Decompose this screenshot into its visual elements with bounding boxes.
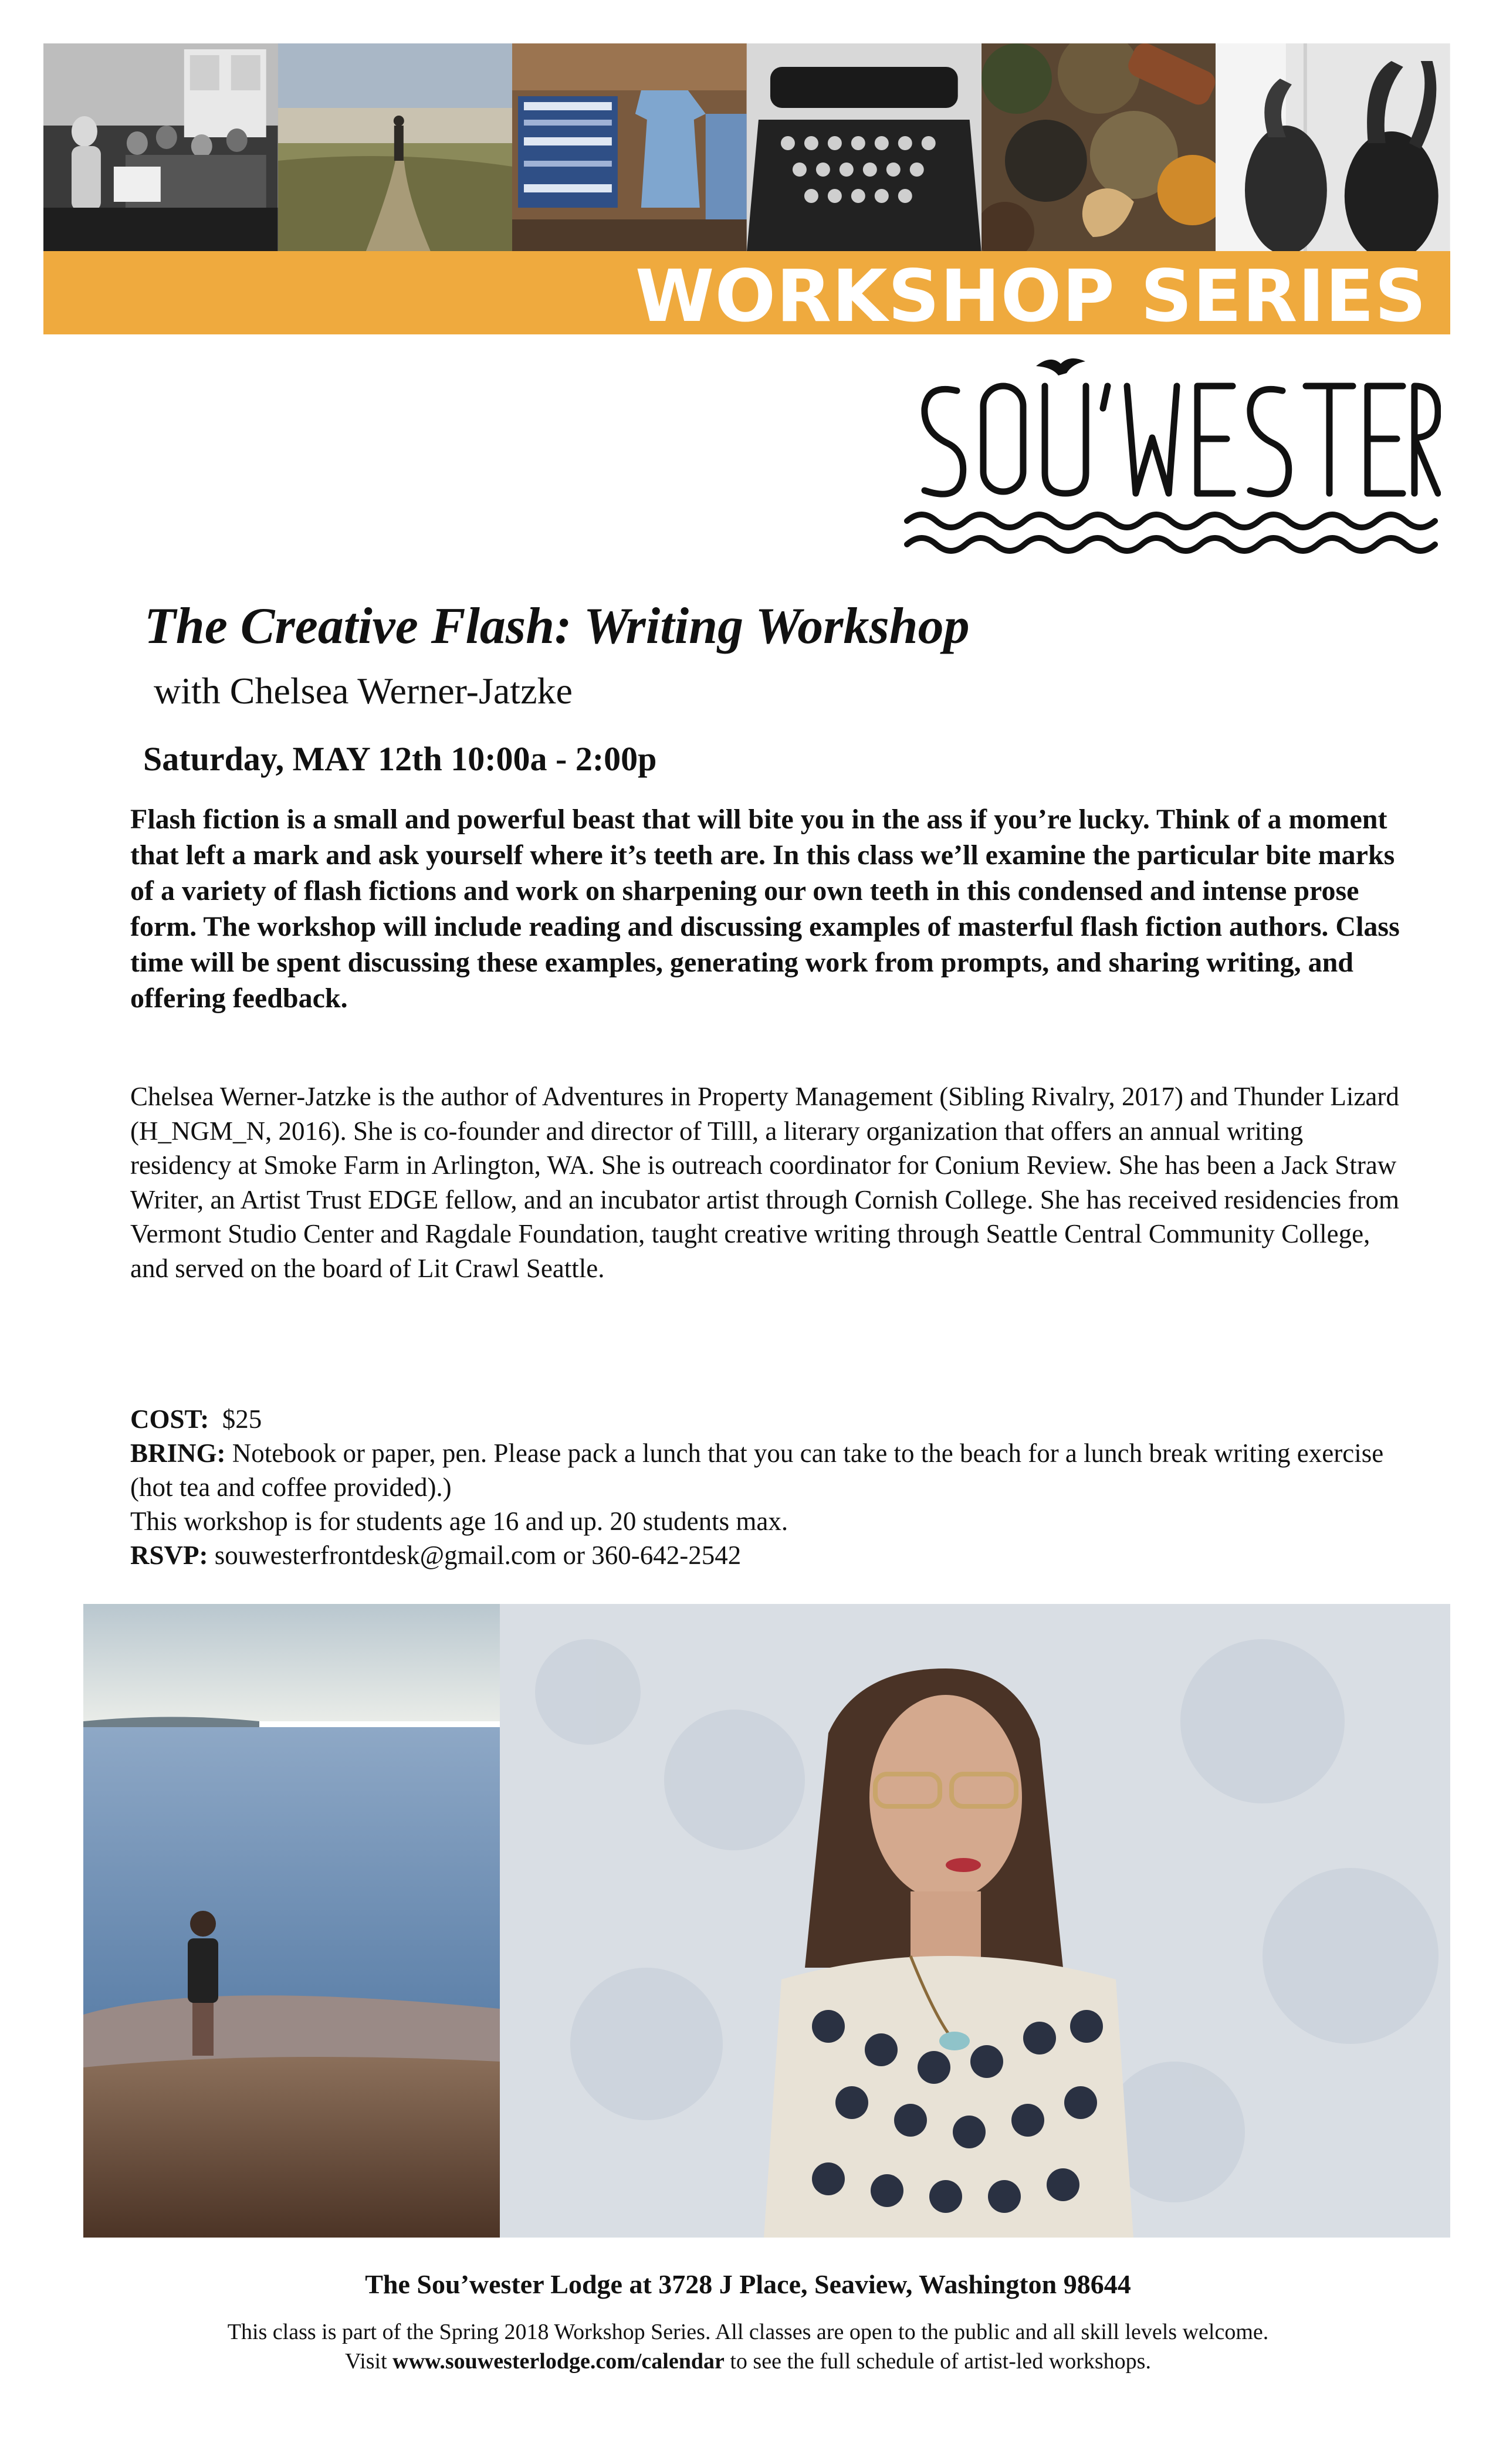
visit-text: Visit — [345, 2349, 387, 2374]
event-title: The Creative Flash: Writing Workshop — [144, 598, 970, 655]
workshop-description: Flash fiction is a small and powerful beast that will bite you in the ass if you’re lucky. Think of a moment that left a mark and ask yourself where it’s teeth are. In this class we’ll examine the particular bite marks of a variety of flash fictions and work on sharpening our own teeth in this condensed and intense prose form. The workshop will include reading and discussing examples of masterful flash fiction authors. Class time will be spent discussing these examples, generating work from prompts, and sharing writing, and offering feedback. — [130, 804, 1400, 1014]
age-note: This workshop is for students age 16 and up. 20 students max. — [130, 1507, 788, 1536]
seagull-icon — [1036, 358, 1085, 375]
workshop-series-title: WORKSHOP SERIES — [635, 255, 1427, 338]
bring-value: Notebook or paper, pen. Please pack a lunch that you can take to the beach for a lunch break writing exercise (hot tea and coffee provided).) — [130, 1439, 1384, 1502]
souwester-logo — [901, 350, 1441, 561]
visit-rest: to see the full schedule of artist-led workshops. — [730, 2349, 1151, 2374]
strip-photo-indigo-textiles — [512, 43, 747, 251]
visit-line — [0, 2347, 1496, 2376]
cost-value: $25 — [222, 1404, 262, 1434]
event-date: Saturday, MAY 12th 10:00a - 2:00p — [143, 740, 657, 778]
cost-label: COST: — [130, 1404, 209, 1434]
strip-photo-typewriter — [747, 43, 981, 251]
rsvp-line — [130, 1538, 1409, 1572]
strip-photo-spices — [981, 43, 1216, 251]
workshop-series-band — [43, 251, 1450, 338]
logo-wordmark — [925, 386, 1438, 494]
rsvp-label: RSVP: — [130, 1541, 208, 1570]
strip-photo-coast-hike — [278, 43, 513, 251]
rsvp-value: souwesterfrontdesk@gmail.com or 360-642-2542 — [214, 1541, 742, 1570]
series-note: This class is part of the Spring 2018 Workshop Series. All classes are open to the public and all skill levels welcome. — [227, 2320, 1269, 2344]
instructor-bio: Chelsea Werner-Jatzke is the author of Adventures in Property Management (Sibling Rivalry, 2017) and Thunder Lizard (H_NGM_N, 2016). She is co-founder and director of Tilll, a literary organization that offers an annual writing residency at Smoke Farm in Arlington, WA. She is outreach coordinator for Conium Review. She has been a Jack Straw Writer, an Artist Trust EDGE fellow, and an incubator artist through Cornish College. She has received residencies from Vermont Studio Center and Ragdale Foundation, taught creative writing through Seattle Central Community College, and served on the board of Lit Crawl Seattle. — [130, 1082, 1399, 1283]
cost-line — [130, 1402, 1409, 1436]
bring-line — [130, 1436, 1409, 1504]
beach-photo — [83, 1604, 500, 2238]
wave-lines-icon — [907, 515, 1435, 551]
event-host: with Chelsea Werner-Jatzke — [154, 670, 573, 712]
footer-note — [0, 2317, 1496, 2376]
calendar-link[interactable]: www.souwesterlodge.com/calendar — [392, 2349, 725, 2374]
bring-label: BRING: — [130, 1439, 226, 1468]
instructor-portrait — [500, 1604, 1450, 2238]
strip-photo-life-drawing — [43, 43, 278, 251]
banner-photo-strip — [43, 43, 1450, 251]
strip-photo-hand-shapes — [1216, 43, 1450, 251]
photo-row — [83, 1604, 1450, 2238]
workshop-details — [130, 1402, 1409, 1572]
lodge-address: The Sou’wester Lodge at 3728 J Place, Seaview, Washington 98644 — [365, 2269, 1131, 2299]
